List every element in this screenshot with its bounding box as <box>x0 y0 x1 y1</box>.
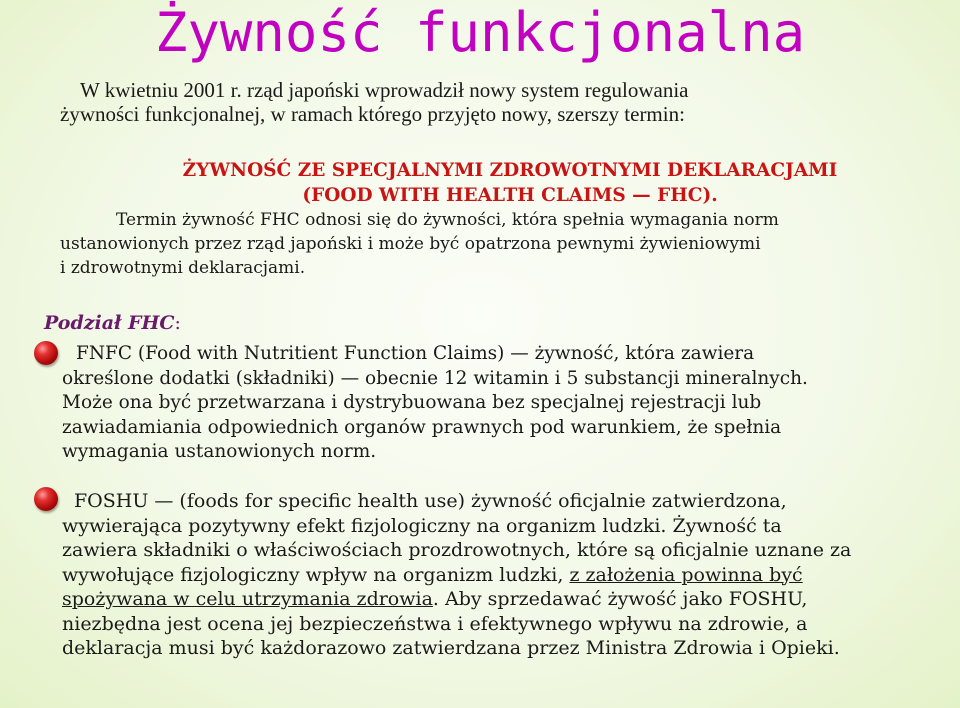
definition-line: i zdrowotnymi deklaracjami. <box>60 258 306 278</box>
page-title: Żywność funkcjonalna <box>154 1 806 64</box>
fnfc-line: określone dodatki (składniki) — obecnie 12 witamin i 5 substancji mineralnych. <box>62 367 808 389</box>
foshu-line: wywierająca pozytywny efekt fizjologiczny na organizm ludzki. Żywność ta <box>62 514 782 537</box>
foshu-underlined-text: z założenia powinna być <box>569 563 803 586</box>
fnfc-line: zawiadamiania odpowiednich organów prawnych pod warunkiem, że spełnia <box>62 416 782 438</box>
definition-line: ustanowionych przez rząd japoński i może być opatrzona pewnymi żywieniowymi <box>60 234 761 254</box>
intro-line: żywności funkcjonalnej, w ramach którego przyjęto nowy, szerszy termin: <box>60 102 685 126</box>
foshu-line: niezbędna jest ocena jej bezpieczeństwa i efektywnego wpływu na zdrowie, a <box>62 612 808 635</box>
fnfc-line: FNFC (Food with Nutritient Function Claims) — żywność, która zawiera <box>76 343 755 364</box>
fhc-division-colon: : <box>174 312 181 334</box>
fnfc-line: wymagania ustanowionych norm. <box>62 441 377 462</box>
fhc-term-heading-line: (FOOD WITH HEALTH CLAIMS — FHC). <box>302 185 718 206</box>
fhc-term-heading-line: ŻYWNOŚĆ ZE SPECJALNYMI ZDROWOTNYMI DEKLARACJAMI <box>182 160 838 181</box>
intro-line: W kwietniu 2001 r. rząd japoński wprowadził nowy system regulowania <box>80 78 689 102</box>
foshu-text: . Aby sprzedawać żywość jako FOSHU, <box>432 588 808 610</box>
foshu-line <box>62 563 942 588</box>
fhc-definition-paragraph <box>60 208 930 280</box>
foshu-list-item <box>62 489 942 661</box>
intro-paragraph <box>60 78 920 126</box>
fnfc-line: Może ona być przetwarzana i dystrybuowana bez specjalnej rejestracji lub <box>62 392 762 413</box>
fhc-division-label: Podział FHC <box>44 312 175 334</box>
foshu-line: deklaracja musi być każdorazowo zatwierdzana przez Ministra Zdrowia i Opieki. <box>62 637 840 659</box>
red-sphere-bullet-icon <box>34 341 58 365</box>
red-sphere-bullet-icon <box>34 487 58 511</box>
foshu-text: wywołujące fizjologiczny wpływ na organizm ludzki, <box>62 563 570 586</box>
foshu-line: FOSHU — (foods for specific health use) żywność oficjalnie zatwierdzona, <box>74 490 787 512</box>
fhc-term-heading <box>100 158 920 208</box>
foshu-line <box>62 587 942 612</box>
definition-line: Termin żywność FHC odnosi się do żywności, która spełnia wymagania norm <box>116 210 779 230</box>
foshu-underlined-text: spożywana w celu utrzymania zdrowia <box>62 588 433 610</box>
foshu-line: zawiera składniki o właściwościach prozdrowotnych, które są oficjalnie uznane za <box>62 539 852 561</box>
fnfc-list-item <box>62 342 942 465</box>
fhc-division-heading <box>44 312 181 334</box>
